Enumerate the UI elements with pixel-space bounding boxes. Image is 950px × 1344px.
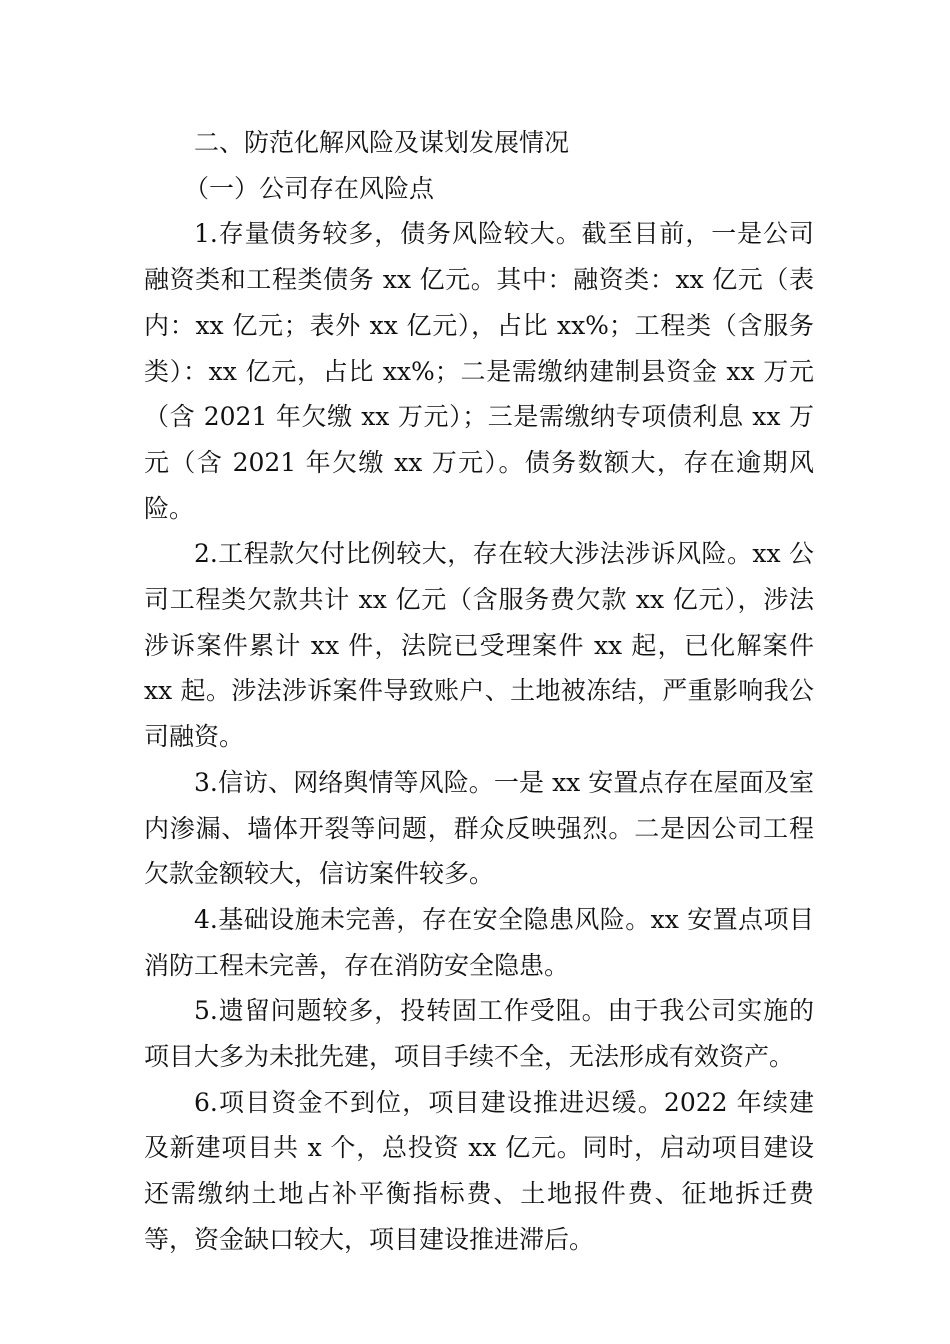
paragraph-risk-4: 4.基础设施未完善，存在安全隐患风险。xx 安置点项目消防工程未完善，存在消防安全隐患。 — [144, 904, 814, 980]
section-title: 二、防范化解风险及谋划发展情况 — [194, 128, 570, 157]
paragraph-risk-6: 6.项目资金不到位，项目建设推进迟缓。2022 年续建及新建项目共 x 个，总投资 xx 亿元。同时，启动项目建设还需缴纳土地占补平衡指标费、土地报件费、征地拆迁费等，资金缺口较大，项目建设推进滞后。 — [144, 1087, 814, 1254]
paragraph-risk-2: 2.工程款欠付比例较大，存在较大涉法涉诉风险。xx 公司工程类欠款共计 xx 亿元（含服务费欠款 xx 亿元），涉法涉诉案件累计 xx 件，法院已受理案件 xx 起，已化解案件 xx 起。涉法涉诉案件导致账户、土地被冻结，严重影响我公司融资。 — [144, 539, 814, 752]
paragraph-risk-5: 5.遗留问题较多，投转固工作受阻。由于我公司实施的项目大多为未批先建，项目手续不全，无法形成有效资产。 — [144, 996, 814, 1072]
paragraph-risk-1: 1.存量债务较多，债务风险较大。截至目前，一是公司融资类和工程类债务 xx 亿元。其中：融资类：xx 亿元（表内：xx 亿元；表外 xx 亿元），占比 xx%；工程类（含服务类）：xx 亿元，占比 xx%；二是需缴纳建制县资金 xx 万元（含 2021 年欠缴 xx 万元）；三是需缴纳专项债利息 xx 万元（含 2021 年欠缴 xx 万元）。债务数额大，存在逾期风险。 — [144, 219, 814, 523]
paragraph-risk-3: 3.信访、网络舆情等风险。一是 xx 安置点存在屋面及室内渗漏、墙体开裂等问题，群众反映强烈。二是因公司工程欠款金额较大，信访案件较多。 — [144, 767, 814, 889]
subsection-title: （一）公司存在风险点 — [184, 173, 435, 203]
document-body — [144, 120, 814, 1263]
